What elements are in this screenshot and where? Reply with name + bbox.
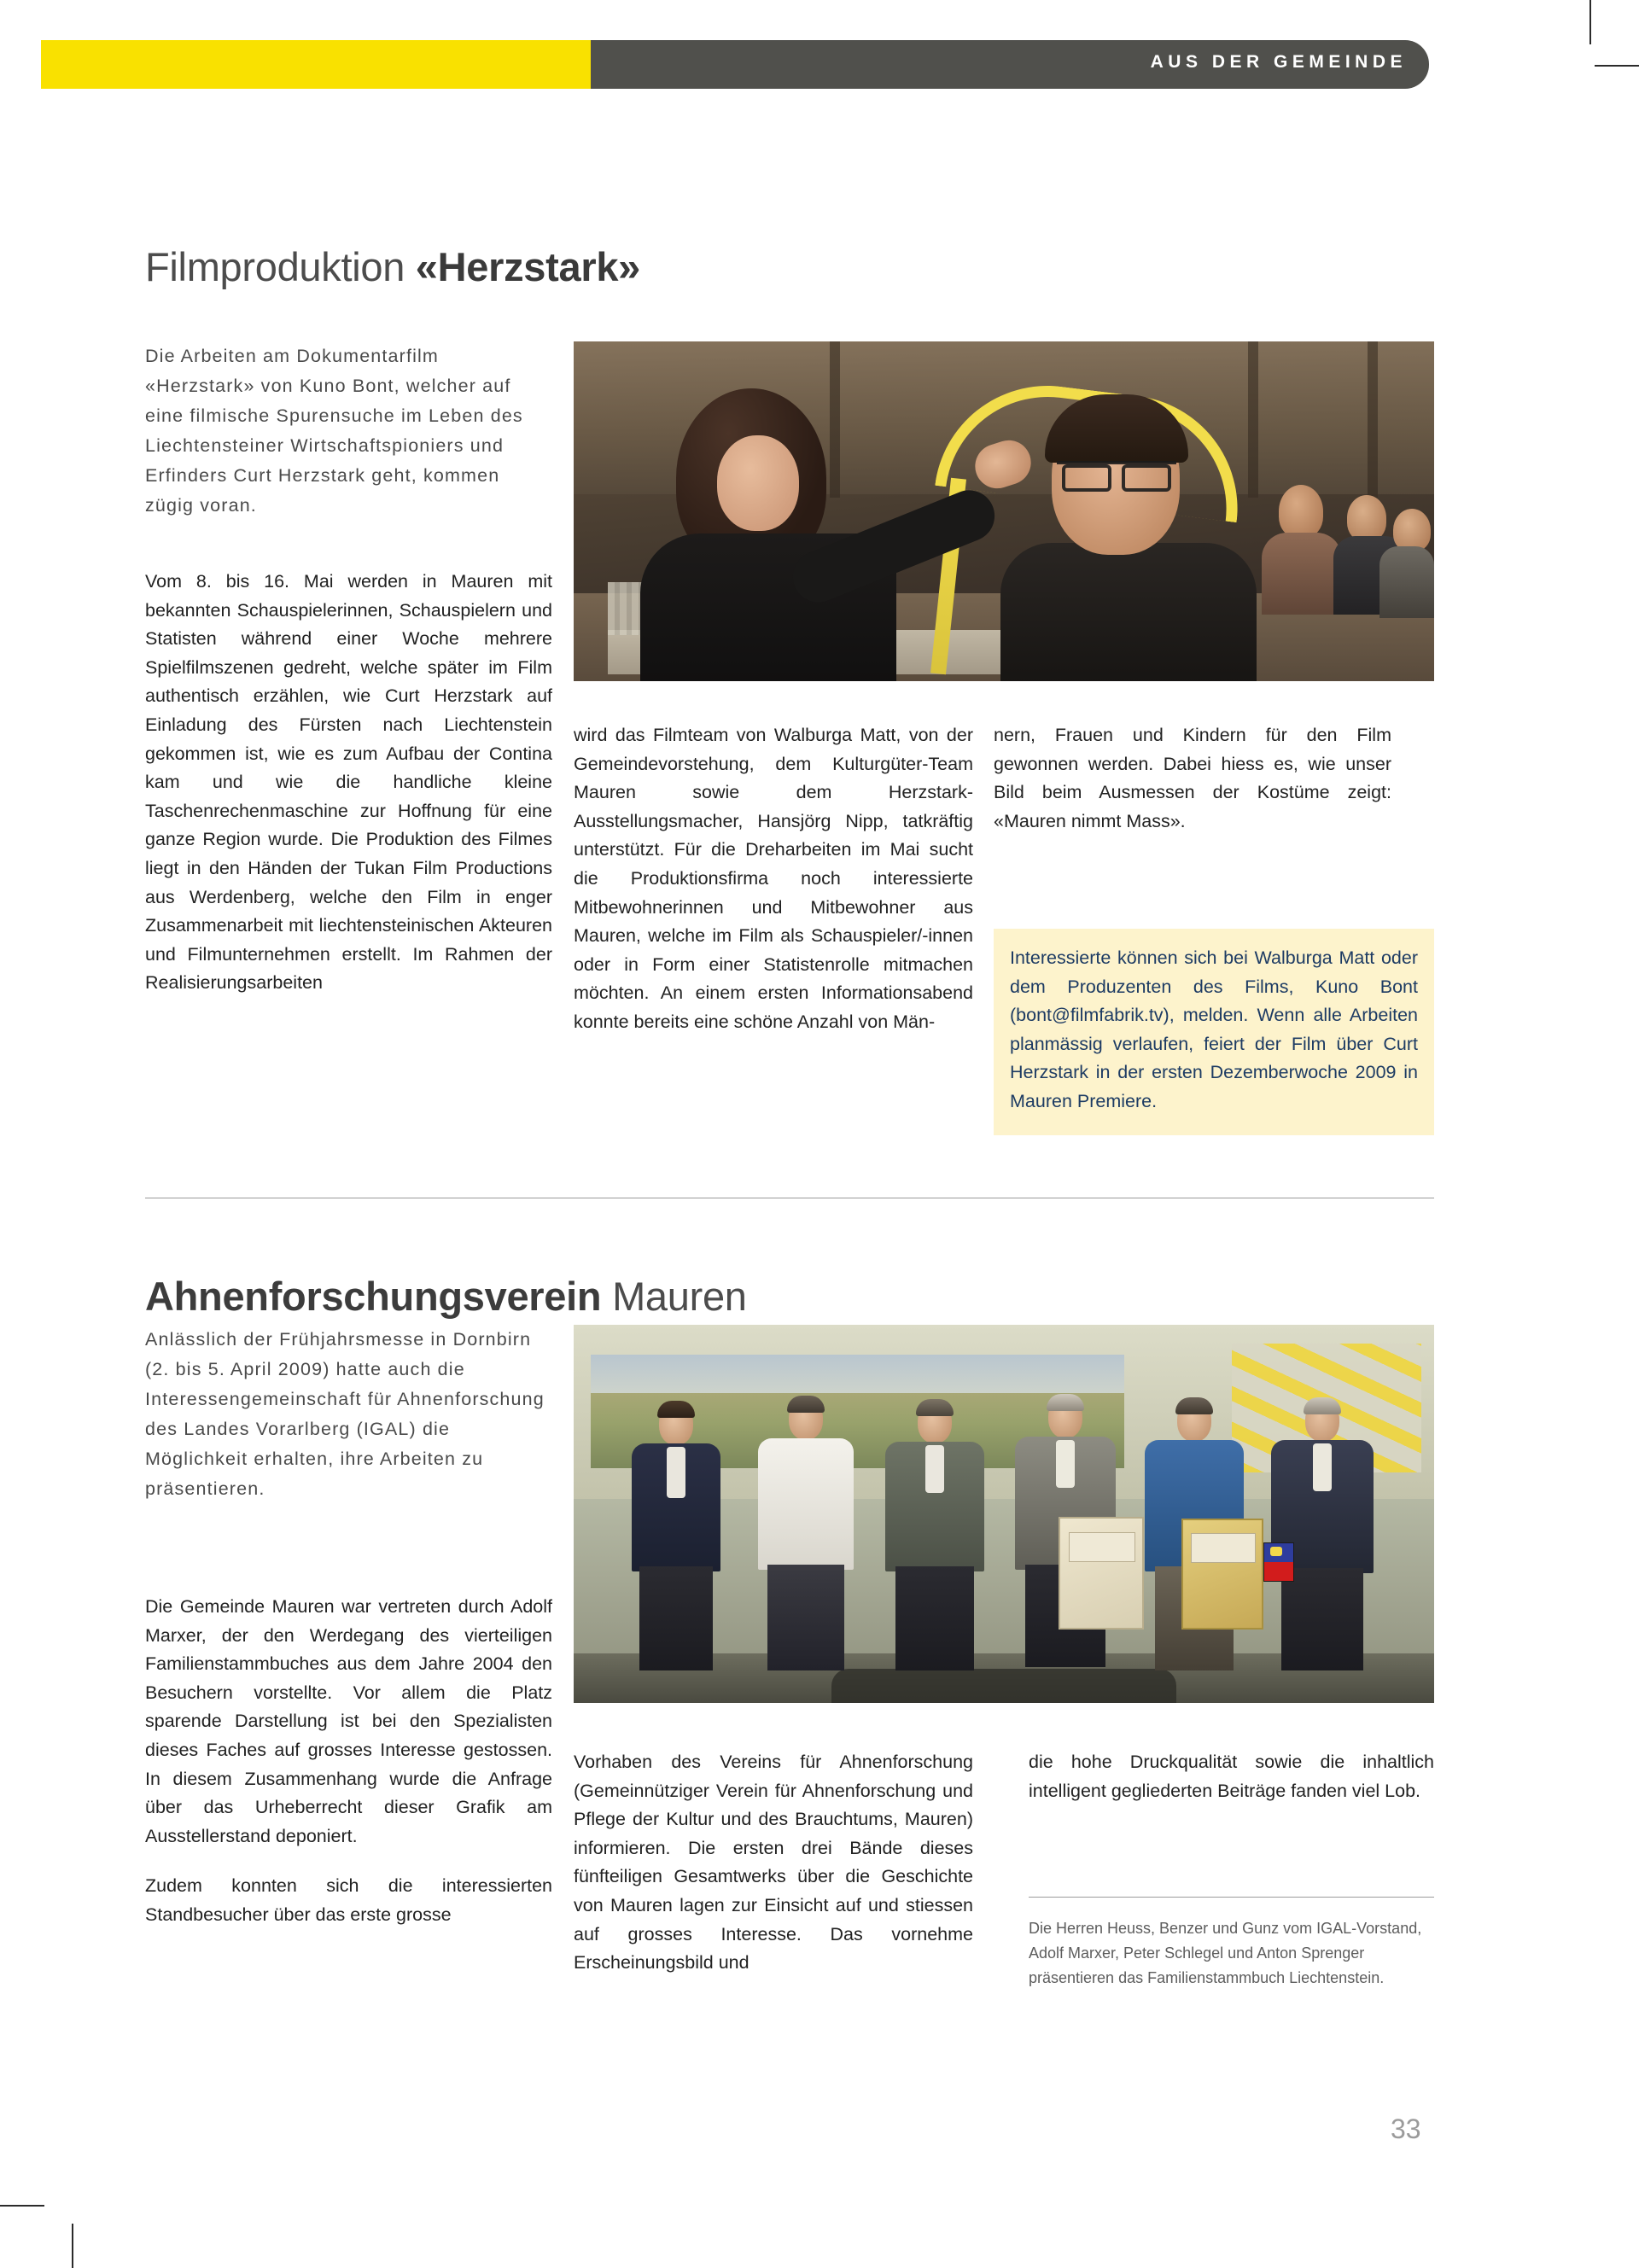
photo-1-beam-far-right — [1368, 341, 1378, 498]
photo-2-family-book-2 — [1181, 1519, 1263, 1630]
photo-1-background-person-head-1 — [1279, 485, 1323, 538]
paragraph: die hohe Druckqualität sowie die inhaltlich intelligent gegliederten Beiträge fanden viel Lob. — [1029, 1752, 1434, 1801]
article-2-column-2 — [574, 1748, 973, 1978]
article-2-lead: Anlässlich der Frühjahrsmesse in Dornbirn (2. bis 5. April 2009) hatte auch die Interessengemeinschaft für Ahnenforschung des Landes Vorarlberg (IGAL) die Möglichkeit erhalten, ihre Arbeiten zu präsentieren. — [145, 1329, 545, 1499]
photo-2-person-2-hair — [787, 1396, 825, 1413]
paragraph: Vom 8. bis 16. Mai werden in Mauren mit bekannten Schauspielerinnen, Schauspielern und Statisten während einer Woche mehrere Spielfilmszenen gedreht, welche später im Film authentisch erzählen, wie Curt Herzstark auf Einladung des Fürsten nach Liechtenstein gekommen ist, wie es zum Aufbau der Contina kam und wie die handliche kleine Taschenrechenmaschine zur Hoffnung für eine ganze Region wurde. Die Produktion des Filmes liegt in den Händen der Tukan Film Productions aus Werdenberg, welche den Film in enger Zusammenarbeit mit liechtensteinischen Akteuren und Filmunternehmen erstellt. Im Rahmen der Realisierungsarbeiten — [145, 571, 552, 994]
photo-2-person-6-shirt — [1313, 1443, 1332, 1491]
paragraph: Zudem konnten sich die interessierten Standbesucher über das erste grosse — [145, 1875, 552, 1925]
page-title-article-1 — [145, 243, 640, 290]
photo-2-person-4 — [1011, 1397, 1120, 1669]
article-1-photo — [574, 341, 1434, 681]
photo-1-woman-face — [717, 435, 799, 531]
photo-2-person-1-shirt — [667, 1447, 685, 1498]
crop-mark-bottom-left-horizontal — [0, 2205, 44, 2207]
article-2-title-bold: Ahnenforschungsverein — [145, 1274, 613, 1320]
photo-2-person-2 — [753, 1399, 859, 1669]
article-2-column-3 — [1029, 1748, 1434, 1805]
crop-mark-top-right-vertical — [1589, 0, 1591, 44]
photo-2-person-2-shirt — [758, 1438, 854, 1570]
photo-2-person-6 — [1267, 1401, 1378, 1669]
paragraph: Vorhaben des Vereins für Ahnenforschung (Gemeinnütziger Verein für Ahnenforschung und Pflege der Kultur und des Brauchtums, Mauren) informieren. Die ersten drei Bände dieses fünfteiligen Gesamtwerks über die Geschichte von Mauren lagen zur Einsicht auf und stiessen auf grosses Interesse. Das vornehme Erscheinungsbild und — [574, 1752, 973, 1974]
article-2-title-regular: Mauren — [612, 1274, 747, 1320]
photo-2-person-3-shirt — [925, 1445, 944, 1493]
header-yellow-block — [41, 40, 591, 89]
paragraph: nern, Frauen und Kindern für den Film gewonnen werden. Dabei hiess es, wie unser Bild beim Ausmessen der Kostüme zeigt: «Mauren nimmt Mass». — [994, 725, 1391, 831]
page-number: 33 — [1391, 2113, 1421, 2144]
section-label: AUS DER GEMEINDE — [1150, 52, 1407, 72]
photo-2-person-1-hair — [657, 1401, 695, 1418]
page-title-article-2 — [145, 1273, 747, 1320]
page-header — [0, 40, 1451, 89]
photo-2-person-3-trousers — [895, 1566, 974, 1670]
photo-1-beam-left — [830, 341, 840, 498]
photo-1-background-person-body-1 — [1262, 533, 1342, 615]
photo-2-family-book-1-label — [1069, 1532, 1136, 1562]
photo-2-family-book-2-label — [1191, 1533, 1256, 1563]
photo-1-background-person-head-3 — [1393, 509, 1431, 551]
photo-2-landscape-sky — [591, 1355, 1124, 1392]
crop-mark-top-right-horizontal — [1595, 65, 1639, 67]
article-2-photo-caption: Die Herren Heuss, Benzer und Gunz vom IGAL-Vorstand, Adolf Marxer, Peter Schlegel und Anton Sprenger präsentieren das Familienstammbuch Liechtenstein. — [1029, 1920, 1422, 1986]
photo-2-person-4-shirt — [1056, 1440, 1075, 1488]
article-2-column-1 — [145, 1593, 552, 1930]
article-1-lead: Die Arbeiten am Dokumentarfilm «Herzstark» von Kuno Bont, welcher auf eine filmische Spurensuche im Leben des Liechtensteiner Wirtschaftspioniers und Erfinders Curt Herzstark geht, kommen zügig voran. — [145, 346, 523, 516]
info-box-text: Interessierte können sich bei Walburga Matt oder dem Produzenten des Films, Kuno Bont (bont@filmfabrik.tv), melden. Wenn alle Arbeiten planmässig verlaufen, feiert der Film über Curt Herzstark in der ersten Dezemberwoche 2009 in Mauren Premiere. — [1010, 947, 1418, 1111]
crop-mark-bottom-left-vertical — [72, 2224, 73, 2268]
photo-1-background-person-body-3 — [1379, 546, 1434, 618]
photo-1-beam-right — [1248, 341, 1258, 498]
photo-1-background-person-head-2 — [1347, 495, 1386, 541]
photo-2-person-4-hair — [1047, 1394, 1084, 1411]
photo-2-person-1-trousers — [639, 1566, 713, 1670]
article-2-photo — [574, 1325, 1434, 1703]
article-1-column-2 — [574, 721, 973, 1037]
article-1-title-bold: «Herzstark» — [415, 244, 641, 290]
article-1-column-1 — [145, 568, 552, 998]
article-1-info-box — [994, 929, 1434, 1135]
photo-2-person-6-trousers — [1281, 1568, 1363, 1670]
photo-2-person-5 — [1140, 1401, 1248, 1669]
photo-2-person-3-hair — [916, 1399, 954, 1416]
photo-2-liechtenstein-flag — [1263, 1542, 1294, 1582]
photo-1-man-body — [1000, 543, 1257, 681]
article-1-column-3 — [994, 721, 1391, 836]
article-1-title-regular: Filmproduktion — [145, 244, 416, 290]
caption-divider — [1029, 1897, 1434, 1898]
photo-2-foreground-shadow — [831, 1669, 1175, 1703]
photo-1-man-glasses — [1057, 461, 1176, 487]
paragraph: Die Gemeinde Mauren war vertreten durch Adolf Marxer, der den Werdegang des vierteiligen Familienstammbuches aus dem Jahre 2004 den Besuchern vorstellte. Vor allem die Platz sparende Darstellung ist bei den Spezialisten dieses Faches auf grosses Interesse gestossen. In diesem Zusammenhang wurde die Anfrage über das Urheberrecht dieser Grafik am Ausstellerstand deponiert. — [145, 1596, 552, 1846]
photo-2-family-book-1 — [1059, 1517, 1144, 1630]
photo-2-person-5-hair — [1175, 1397, 1213, 1414]
paragraph: wird das Filmteam von Walburga Matt, von der Gemeindevorstehung, dem Kulturgüter-Team Mauren sowie dem Herzstark-Ausstellungsmacher, Hansjörg Nipp, tatkräftig unterstützt. Für die Dreharbeiten im Mai sucht die Produktionsfirma noch interessierte Mitbewohnerinnen und Mitbewohner aus Mauren, welche im Film als Schauspieler/-innen oder in Form einer Statistenrolle mitmachen möchten. An einem ersten Informationsabend konnte bereits eine schöne Anzahl von Män- — [574, 725, 973, 1032]
photo-2-person-2-trousers — [767, 1565, 844, 1670]
photo-2-person-1 — [625, 1404, 727, 1669]
photo-2-person-3 — [881, 1402, 989, 1669]
photo-2-person-6-hair — [1304, 1397, 1341, 1414]
